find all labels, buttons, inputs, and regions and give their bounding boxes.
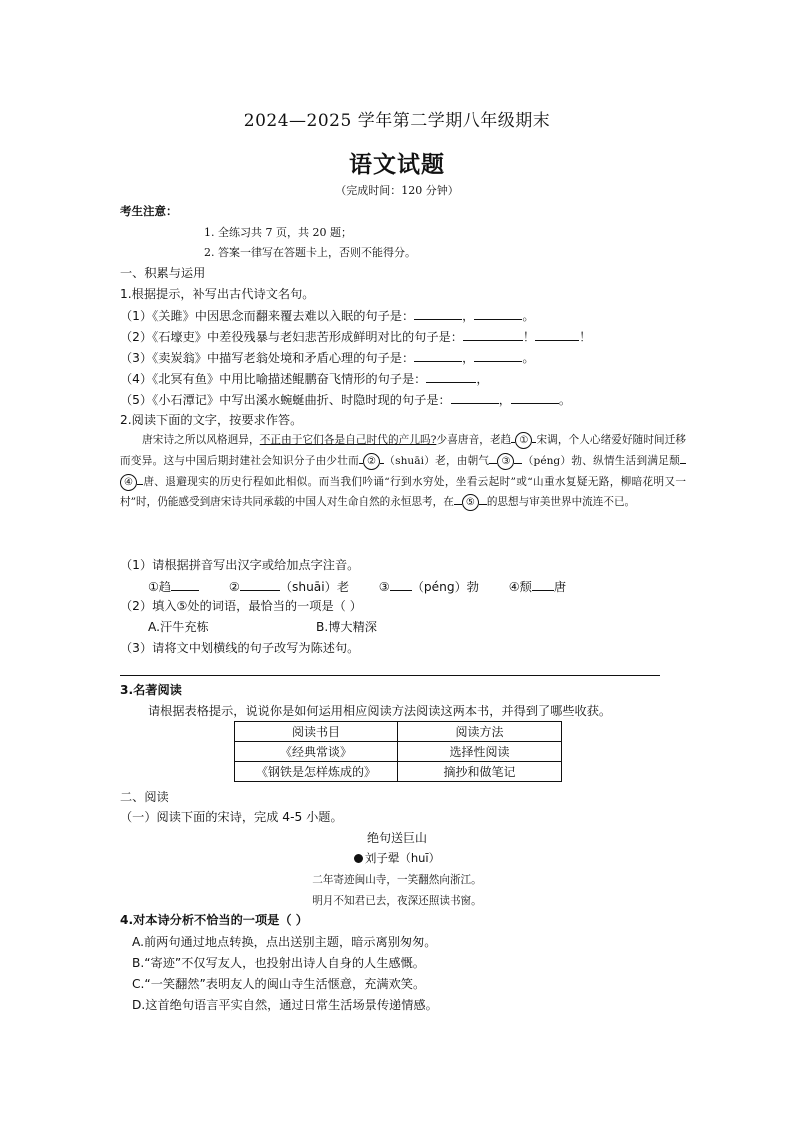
q1-item-1-text: （1）《关雎》中因思念而翻来覆去难以入眠的句子是：	[120, 309, 415, 323]
q1-item-1-tail: 。	[522, 309, 535, 323]
q1-item-4	[120, 370, 489, 387]
passage-text: 唐、退避现实的历史行程如此相似。而当我们吟诵“行到水穷处，坐看云起时”或“山重水复疑无路，柳暗花明又一村”时，仍能感受到唐宋诗共同承载的中国人对生命自然的永恒思考，在	[120, 475, 686, 509]
answer-blank[interactable]	[511, 391, 559, 404]
passage-text: 宋调，个人心绪爱好随时间迁移而变异。这与中国后期封建社会知识分子由少壮而	[120, 434, 687, 467]
q2-sub2-option-a[interactable]: A.汗牛充栋	[148, 620, 209, 634]
section-1-title: 一、积累与运用	[120, 266, 206, 280]
notice-label: 考生注意：	[120, 204, 178, 218]
passage-text: 少喜唐音，老趋	[436, 434, 512, 446]
answer-blank[interactable]	[390, 578, 412, 591]
answer-blank[interactable]	[426, 370, 476, 383]
answer-blank[interactable]	[451, 391, 499, 404]
sub1-item-c: ③	[378, 580, 390, 594]
table-cell: 《钢铁是怎样炼成的》	[235, 762, 398, 782]
q2-sub3: （3）请将文中划横线的句子改写为陈述句。	[120, 641, 360, 655]
blank-marker-1: ①	[515, 432, 532, 449]
exam-title: 2024—2025 学年第二学期八年级期末	[243, 111, 551, 131]
section-2-subtitle: （一）阅读下面的宋诗，完成 4-5 小题。	[120, 810, 343, 824]
answer-blank[interactable]	[474, 349, 522, 362]
answer-blank[interactable]	[532, 578, 554, 591]
q2-sub1-items	[148, 578, 566, 595]
blank-marker-5: ⑤	[462, 494, 479, 511]
q2-sub2-option-b[interactable]: B.博大精深	[316, 620, 377, 634]
table-header: 阅读书目	[235, 722, 398, 742]
separator: ，	[462, 351, 475, 365]
passage-text: （shuāi）老，由朝气	[384, 454, 490, 467]
blank-marker-3: ③	[497, 453, 514, 470]
answer-blank[interactable]	[535, 328, 579, 341]
table-row	[235, 762, 562, 782]
q3-stem: 3.名著阅读	[120, 683, 182, 697]
q4-stem: 4.对本诗分析不恰当的一项是（ ）	[120, 913, 308, 927]
answer-blank[interactable]	[474, 307, 522, 320]
section-2-title: 二、阅读	[120, 790, 169, 804]
answer-blank[interactable]	[414, 307, 462, 320]
answer-blank[interactable]	[680, 451, 686, 464]
q1-item-3-tail: 。	[522, 351, 535, 365]
q1-item-5-tail: 。	[558, 393, 572, 407]
answer-blank[interactable]	[479, 492, 487, 505]
passage-text: 唐宋诗之所以风格迥异，	[142, 434, 260, 446]
q4-option-a[interactable]: A.前两句通过地点转换，点出送别主题，暗示离别匆匆。	[132, 935, 437, 949]
table-header: 阅读方法	[398, 722, 562, 742]
answer-blank[interactable]	[489, 451, 497, 464]
q4-option-b[interactable]: B.“寄迹”不仅写友人，也投射出诗人自身的人生感慨。	[132, 956, 425, 970]
passage-underlined-sentence: 不正由于它们各是自己时代的产儿吗?	[259, 434, 437, 446]
q3-prompt: 请根据表格提示，说说你是如何运用相应阅读方法阅读这两本书，并得到了哪些收获。	[148, 704, 612, 718]
separator: ，	[498, 393, 511, 407]
blank-marker-4: ④	[120, 474, 137, 491]
answer-blank[interactable]	[454, 492, 462, 505]
subject-title: 语文试题	[349, 151, 445, 178]
time-note: （完成时间：120 分钟）	[335, 184, 459, 197]
q1-item-3-text: （3）《卖炭翁》中描写老翁处境和矛盾心理的句子是：	[120, 351, 415, 365]
passage-text: （péng）勃、纵情生活到满足颓	[522, 454, 680, 467]
q1-item-2	[120, 328, 591, 345]
reading-table	[234, 721, 562, 782]
table-cell: 摘抄和做笔记	[398, 762, 562, 782]
q1-item-5	[120, 391, 571, 408]
answer-blank[interactable]	[240, 578, 280, 591]
table-cell: 选择性阅读	[398, 742, 562, 762]
answer-blank[interactable]	[463, 328, 523, 341]
q4-option-d[interactable]: D.这首绝句语言平实自然，通过日常生活场景传递情感。	[132, 998, 438, 1012]
poem-line-1: 二年寄迹闽山寺，一笑翻然向浙江。	[312, 874, 482, 886]
q1-item-4-text: （4）《北冥有鱼》中用比喻描述鲲鹏奋飞情形的句子是：	[120, 372, 427, 386]
q1-item-2-tail: ！	[579, 330, 592, 344]
q2-passage	[120, 430, 686, 513]
q1-item-1	[120, 307, 535, 324]
table-row	[235, 742, 562, 762]
q2-sub1: （1）请根据拼音写出汉字或给加点字注音。	[120, 558, 360, 572]
notice-item-1: 1. 全练习共 7 页，共 20 题；	[204, 226, 352, 239]
sub1-item-b-pinyin: （shuāi）老	[279, 580, 350, 594]
q1-item-2-text: （2）《石壕吏》中差役残暴与老妇悲苦形成鲜明对比的句子是：	[120, 330, 463, 344]
sub1-item-d-tail: 唐	[553, 580, 567, 594]
poem-line-2: 明月不知君已去，夜深还照读书窗。	[312, 895, 482, 907]
separator: ！	[522, 330, 536, 344]
q2-stem: 2.阅读下面的文字，按要求作答。	[120, 413, 303, 427]
sub1-item-c-pinyin: （péng）勃	[411, 580, 479, 594]
poem-title: 绝句送巨山	[366, 831, 427, 845]
q1-item-5-text: （5）《小石潭记》中写出溪水蜿蜒曲折、时隐时现的句子是：	[120, 393, 451, 407]
poem-author-line	[0, 850, 794, 866]
table-header-row	[235, 722, 562, 742]
answer-line[interactable]	[120, 675, 660, 676]
q4-option-c[interactable]: C.“一笑翻然”表明友人的闽山寺生活惬意，充满欢笑。	[132, 977, 426, 991]
blank-marker-2: ②	[363, 453, 380, 470]
passage-text: 的思想与审美世界中流连不已。	[486, 496, 636, 509]
answer-blank[interactable]	[171, 578, 199, 591]
separator: ，	[462, 309, 475, 323]
poem-author: 刘子翚（huī）	[364, 851, 441, 865]
answer-blank[interactable]	[414, 349, 462, 362]
table-cell: 《经典常谈》	[235, 742, 398, 762]
bullet-icon	[354, 854, 363, 863]
q1-item-4-tail: ，	[476, 372, 489, 386]
sub1-item-d: ④颓	[508, 580, 532, 594]
q2-sub2: （2）填入⑤处的词语，最恰当的一项是（ ）	[120, 599, 362, 613]
q1-item-3	[120, 349, 535, 366]
sub1-item-a: ①趋	[148, 580, 172, 594]
sub1-item-b: ②	[228, 580, 240, 594]
q1-stem: 1.根据提示，补写出古代诗文名句。	[120, 287, 315, 301]
notice-item-2: 2. 答案一律写在答题卡上，否则不能得分。	[204, 246, 416, 259]
